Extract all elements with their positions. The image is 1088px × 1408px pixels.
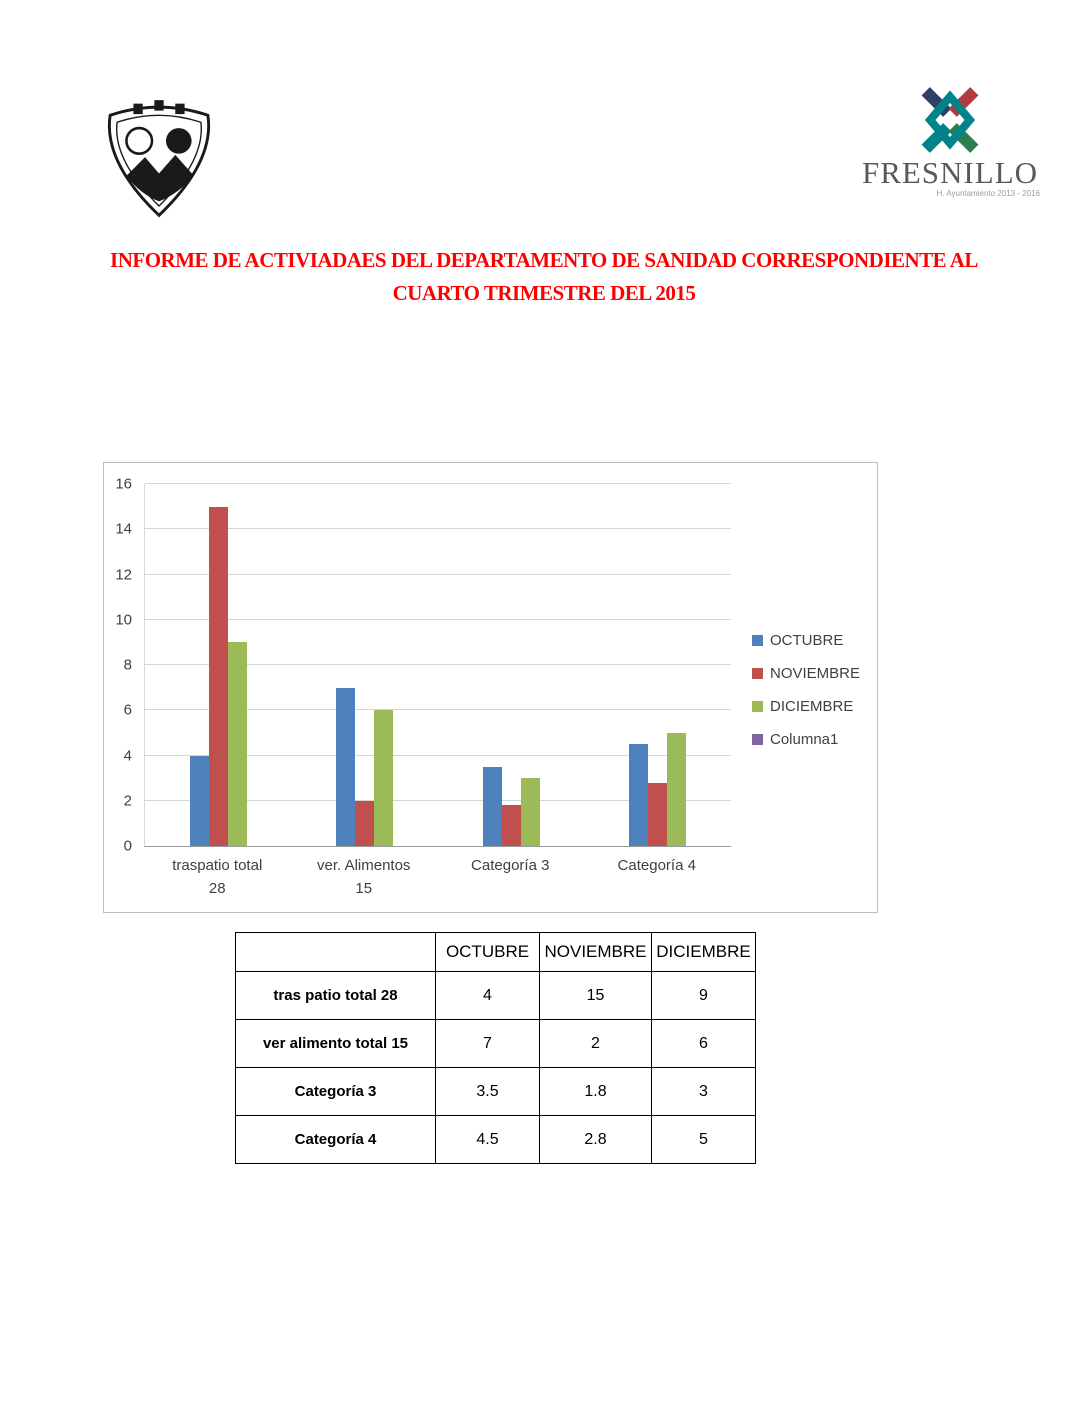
report-title xyxy=(0,244,1088,310)
y-tick-label: 4 xyxy=(123,747,132,764)
table-row xyxy=(236,972,756,1020)
y-tick-label: 16 xyxy=(115,475,132,493)
x-category-label-line: Categoría 4 xyxy=(617,857,696,874)
table-cell: 9 xyxy=(652,972,756,1020)
chart xyxy=(103,462,878,913)
table-row xyxy=(236,1020,756,1068)
y-tick-label: 8 xyxy=(123,656,132,674)
x-category-label-line: traspatio total xyxy=(172,857,263,874)
chart-legend xyxy=(752,630,860,762)
y-tick-label: 10 xyxy=(115,611,132,629)
bar-diciembre xyxy=(521,778,540,846)
table-cell: 7 xyxy=(436,1020,540,1068)
legend-item-columna1 xyxy=(752,729,860,750)
x-category-label xyxy=(291,854,438,900)
bar-octubre xyxy=(483,767,502,846)
table-cell: 6 xyxy=(652,1020,756,1068)
table-cell: 2 xyxy=(540,1020,652,1068)
crest-icon xyxy=(100,92,218,220)
bar-noviembre xyxy=(209,507,228,846)
x-category-label xyxy=(437,854,584,900)
bar-group xyxy=(292,484,439,846)
x-category-label-line: 15 xyxy=(355,880,373,897)
bar-diciembre xyxy=(374,710,393,846)
y-tick-label: 12 xyxy=(115,566,132,583)
table-cell: 3.5 xyxy=(436,1068,540,1116)
bar-octubre xyxy=(336,688,355,846)
table-cell: 4 xyxy=(436,972,540,1020)
legend-swatch-icon xyxy=(752,701,763,712)
table-cell: 5 xyxy=(652,1116,756,1164)
table-cell: 3 xyxy=(652,1068,756,1116)
table-cell: 15 xyxy=(540,972,652,1020)
report-title-line1: INFORME DE ACTIVIADAES DEL DEPARTAMENTO DE SANIDAD CORRESPONDIENTE AL xyxy=(110,248,978,272)
plot-area xyxy=(144,484,731,847)
bar-octubre xyxy=(190,756,209,847)
table-row xyxy=(236,1116,756,1164)
table-row-label: tras patio total 28 xyxy=(236,972,436,1020)
y-tick-label: 14 xyxy=(115,520,132,538)
table-cell: 1.8 xyxy=(540,1068,652,1116)
legend-swatch-icon xyxy=(752,635,763,646)
table-header-cell: NOVIEMBRE xyxy=(540,933,652,972)
bars-row xyxy=(145,484,731,846)
legend-label: Columna1 xyxy=(770,731,839,748)
y-axis xyxy=(104,475,138,855)
x-axis xyxy=(144,854,730,900)
legend-label: DICIEMBRE xyxy=(770,698,854,715)
table-row-label: ver alimento total 15 xyxy=(236,1020,436,1068)
legend-swatch-icon xyxy=(752,734,763,745)
x-category-label xyxy=(584,854,731,900)
crest-logo xyxy=(100,92,218,220)
table-header-cell xyxy=(236,933,436,972)
fresnillo-knot-icon xyxy=(891,84,1009,156)
table-header-cell: DICIEMBRE xyxy=(652,933,756,972)
report-title-line2: CUARTO TRIMESTRE DEL 2015 xyxy=(392,281,696,305)
table-row-label: Categoría 3 xyxy=(236,1068,436,1116)
bar-diciembre xyxy=(228,642,247,846)
x-category-label-line: 28 xyxy=(208,880,226,897)
y-tick-label: 2 xyxy=(123,792,132,810)
table-header-row xyxy=(236,933,756,972)
fresnillo-subtext: H. Ayuntamiento 2013 - 2016 xyxy=(936,189,1040,198)
fresnillo-logo xyxy=(852,84,1048,198)
bar-group xyxy=(585,484,732,846)
bar-group xyxy=(145,484,292,846)
y-tick-label: 0 xyxy=(123,837,132,855)
bar-noviembre xyxy=(648,783,667,846)
legend-item-diciembre xyxy=(752,696,860,717)
legend-item-noviembre xyxy=(752,663,860,684)
x-category-label-line: Categoría 3 xyxy=(471,857,550,874)
y-tick-label: 6 xyxy=(123,701,132,719)
legend-item-octubre xyxy=(752,630,860,651)
data-table xyxy=(235,932,756,1164)
legend-label: OCTUBRE xyxy=(770,632,844,649)
table-cell: 4.5 xyxy=(436,1116,540,1164)
table-row-label: Categoría 4 xyxy=(236,1116,436,1164)
table-header-cell: OCTUBRE xyxy=(436,933,540,972)
table-cell: 2.8 xyxy=(540,1116,652,1164)
bar-octubre xyxy=(629,744,648,846)
bar-noviembre xyxy=(502,805,521,846)
bar-noviembre xyxy=(355,801,374,846)
x-category-label-line: ver. Alimentos xyxy=(317,857,411,874)
fresnillo-wordmark: FRESNILLO xyxy=(861,155,1039,190)
bar-diciembre xyxy=(667,733,686,846)
bar-group xyxy=(438,484,585,846)
legend-label: NOVIEMBRE xyxy=(770,665,861,682)
table-row xyxy=(236,1068,756,1116)
x-category-label xyxy=(144,854,291,900)
legend-swatch-icon xyxy=(752,668,763,679)
